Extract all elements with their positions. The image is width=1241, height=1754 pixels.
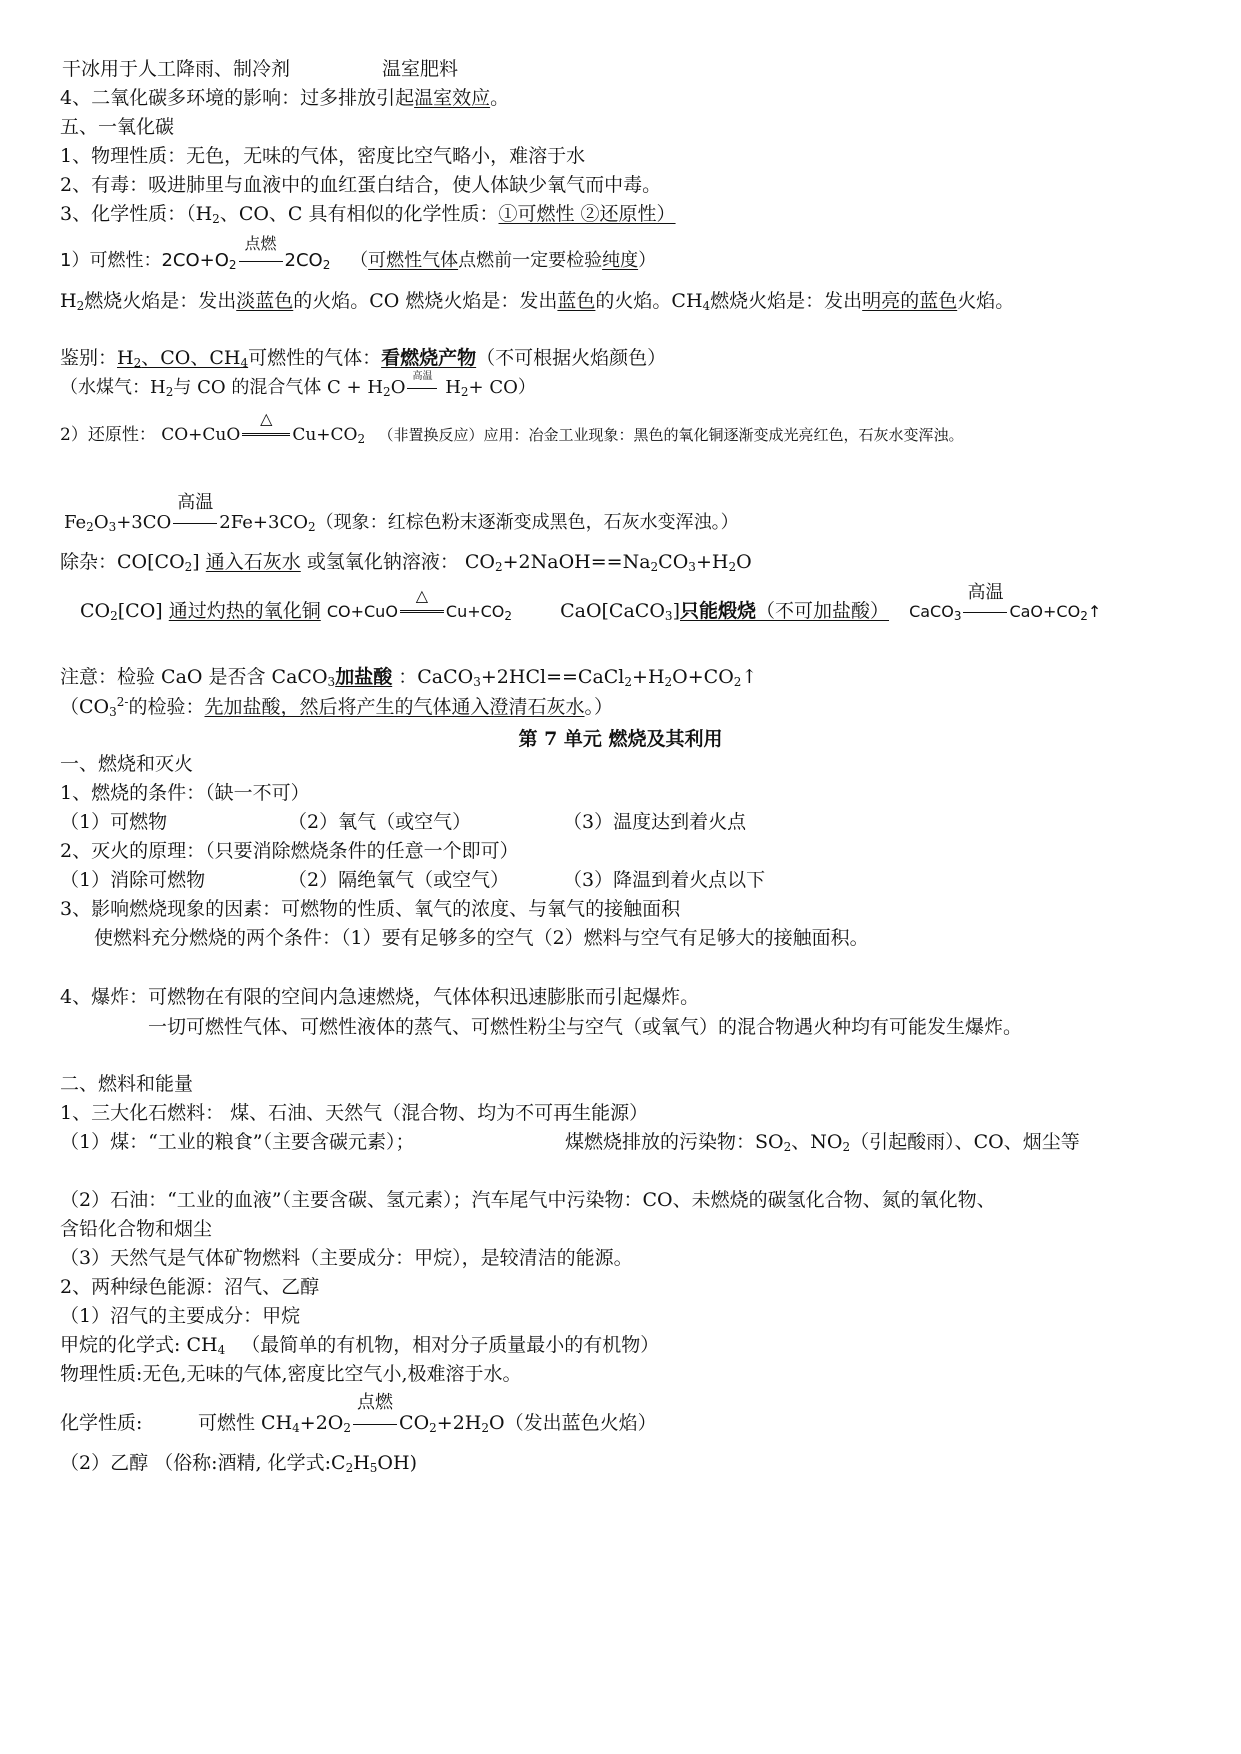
text: （3）温度达到着火点 <box>563 811 747 833</box>
text: 甲烷的化学式: CH <box>60 1334 218 1356</box>
chapter-title: 第 7 单元 燃烧及其利用 <box>518 728 723 750</box>
reaction-arrow <box>405 371 439 399</box>
subscript: 3 <box>327 675 336 689</box>
text: +2NaOH==Na <box>502 551 651 573</box>
text: O+CO <box>672 666 734 688</box>
text: H <box>353 1452 370 1474</box>
text: 干冰用于人工降雨、制冷剂 <box>62 58 291 80</box>
reaction-bar <box>353 1422 397 1425</box>
reaction-bar <box>239 259 283 262</box>
subscript: 2 <box>460 385 469 399</box>
text: （不可根据火焰颜色） <box>476 347 667 369</box>
text: ↑ <box>741 666 758 688</box>
equation-line <box>80 582 1102 623</box>
subscript: 2 <box>307 520 316 534</box>
reaction-bar <box>407 386 437 389</box>
text-line: 含铅化合物和烟尘 <box>60 1218 213 1240</box>
subscript: 2 <box>228 258 237 272</box>
subscript: 2 <box>481 1421 490 1435</box>
underlined-term: 加盐酸 <box>335 666 393 688</box>
text: 2Fe+3CO <box>219 512 308 533</box>
text: （最简单的有机物，相对分子质量最小的有机物） <box>241 1334 660 1356</box>
subscript: 2 <box>494 560 503 574</box>
subscript: 2 <box>504 609 513 623</box>
text: （现象：红棕色粉末逐渐变成黑色，石灰水变浑浊。） <box>315 512 739 533</box>
text-line: （3）天然气是气体矿物燃料（主要成分：甲烷），是较清洁的能源。 <box>60 1247 633 1269</box>
underlined-term: 通过灼热的氧化铜 <box>168 600 321 622</box>
text: 燃烧火焰是：发出 <box>84 290 237 312</box>
reaction-condition: △ <box>260 409 273 428</box>
text: 可燃性 CH <box>198 1412 293 1434</box>
text-line <box>60 203 676 226</box>
text: Cu+CO <box>445 602 505 621</box>
reaction-arrow <box>351 1392 399 1435</box>
text-line: 1、物理性质：无色，无味的气体，密度比空气略小，难溶于水 <box>60 145 586 167</box>
reaction-condition: △ <box>415 586 429 605</box>
reaction-arrow <box>240 409 292 445</box>
subscript: 4 <box>240 356 249 370</box>
text: H <box>60 290 77 312</box>
subscript: 5 <box>369 1461 378 1475</box>
reaction-condition: 高温 <box>967 582 1004 603</box>
text: CaO[CaCO <box>560 600 665 622</box>
text: O <box>736 551 752 573</box>
text-line: （1）沼气的主要成分：甲烷 <box>60 1305 301 1327</box>
text-line <box>60 551 752 574</box>
text: +2O <box>299 1412 344 1434</box>
underlined-term: 淡蓝色 <box>236 290 294 312</box>
text: （引起酸雨）、CO、烟尘等 <box>850 1131 1080 1153</box>
text: 的火焰。CH <box>595 290 703 312</box>
text: +H <box>632 666 665 688</box>
text-line <box>60 1334 659 1357</box>
text-line: 物理性质:无色,无味的气体,密度比空气小,极难溶于水。 <box>60 1363 522 1385</box>
underlined-term: 只能煅烧 <box>679 600 756 622</box>
underlined-term: 温室效应 <box>414 87 491 109</box>
superscript: 2- <box>116 695 129 709</box>
text: ↑ <box>1087 602 1102 621</box>
subscript: 2 <box>322 258 331 272</box>
subscript: 2 <box>842 1140 851 1154</box>
text: +H <box>695 551 729 573</box>
equation <box>909 582 1102 623</box>
subscript: 2 <box>86 520 94 534</box>
text: 、CO、C 具有相似的化学性质： <box>219 203 499 225</box>
text-line <box>60 695 613 719</box>
subscript: 2 <box>429 1421 437 1435</box>
reaction-bar <box>173 521 217 524</box>
subscript: 2 <box>110 609 118 623</box>
text: OH) <box>377 1452 417 1474</box>
text-line <box>60 869 765 892</box>
text: H <box>445 377 461 398</box>
subscript: 2 <box>165 385 174 399</box>
text: ] <box>672 600 680 622</box>
text: O <box>93 512 109 533</box>
text: 温室肥料 <box>382 58 459 80</box>
subscript: 2 <box>343 1421 352 1435</box>
subscript: 2 <box>783 1140 792 1154</box>
text: 2）还原性： CO+CuO <box>60 425 241 445</box>
text-line <box>60 1131 1080 1154</box>
text: （CO <box>60 696 110 718</box>
subscript: 2 <box>133 356 142 370</box>
underlined-term: 纯度 <box>602 250 639 271</box>
underlined-term: 可燃性气体 <box>368 250 459 271</box>
underlined-term: （不可加盐酸） <box>756 600 890 622</box>
text: 的检验： <box>128 696 205 718</box>
text: Fe <box>64 512 87 533</box>
subscript: 4 <box>292 1421 300 1435</box>
text: （非置换反应）应用：冶金工业现象：黑色的氧化铜逐渐变成光亮红色，石灰水变浑浊。 <box>378 426 964 444</box>
text: 。 <box>490 87 510 109</box>
text: （2）乙醇 （俗称:酒精, 化学式:C <box>60 1452 346 1474</box>
underlined-term <box>117 347 248 369</box>
text: （1）消除可燃物 <box>60 869 206 891</box>
text: 。） <box>584 696 614 718</box>
text: O（发出蓝色火焰） <box>489 1412 657 1434</box>
text: 点燃前一定要检验 <box>458 250 603 271</box>
underlined-term: 看燃烧产物 <box>381 347 477 369</box>
equation-line <box>60 234 657 272</box>
subscript: 3 <box>473 675 481 689</box>
reaction-condition: 点燃 <box>357 1392 394 1413</box>
text: 4、二氧化碳多环境的影响：过多排放引起 <box>60 87 415 109</box>
section-heading: 一、燃烧和灭火 <box>60 753 194 775</box>
text: O <box>390 377 406 398</box>
text-line <box>60 811 746 834</box>
underlined-term: 明亮的蓝色 <box>862 290 958 312</box>
equation-line <box>60 409 964 446</box>
text: 鉴别： <box>60 347 118 369</box>
subscript: 4 <box>702 299 711 313</box>
text: 1）可燃性：2CO+O <box>60 250 229 271</box>
section-heading: 二、燃料和能量 <box>60 1073 194 1095</box>
text: 化学性质: <box>60 1412 143 1434</box>
text: （1）可燃物 <box>60 811 168 833</box>
text: + CO） <box>468 377 536 398</box>
text-line <box>60 290 1014 313</box>
text: H <box>117 347 134 369</box>
text: CaO+CO <box>1009 602 1081 621</box>
text-line: 2、灭火的原理：（只要消除燃烧条件的任意一个即可） <box>60 840 519 862</box>
text: （ <box>350 250 369 271</box>
text-line <box>60 1452 417 1475</box>
text-line <box>60 87 509 110</box>
text: +2H <box>436 1412 482 1434</box>
subscript: 4 <box>217 1343 226 1357</box>
underlined-term: ①可燃性 ②还原性） <box>498 203 676 225</box>
reaction-bar <box>963 610 1007 613</box>
equation-line <box>64 492 739 534</box>
reaction-arrow <box>171 492 219 534</box>
text-line: 一切可燃性气体、可燃性液体的蒸气、可燃性粉尘与空气（或氧气）的混合物遇火种均有可能发生爆炸。 <box>148 1016 1023 1038</box>
text: 、CO、CH <box>141 347 241 369</box>
equation-line <box>60 1392 657 1435</box>
text: ） <box>638 250 657 271</box>
underlined-term: 通入石灰水 <box>205 551 301 573</box>
text: （1）煤：“工业的粮食”（主要含碳元素）； <box>60 1131 415 1153</box>
subscript: 2 <box>345 1461 354 1475</box>
text: CO <box>658 551 689 573</box>
subscript: 2 <box>357 432 366 446</box>
text: （水煤气：H <box>60 377 166 398</box>
text: CO <box>80 600 111 622</box>
reaction-bar <box>242 431 290 436</box>
text: CO+CuO <box>326 602 398 621</box>
subscript: 2 <box>383 385 391 399</box>
text-line <box>62 58 458 81</box>
subscript: 3 <box>108 520 117 534</box>
text-line: 1、三大化石燃料： 煤、石油、天然气（混合物、均为不可再生能源） <box>60 1102 649 1124</box>
subscript: 3 <box>688 560 696 574</box>
text: 注意：检验 CaO 是否含 CaCO <box>60 666 328 688</box>
reaction-condition: 高温 <box>412 371 433 382</box>
underlined-term: 蓝色 <box>557 290 596 312</box>
text-line <box>60 666 757 689</box>
text: （3）降温到着火点以下 <box>563 869 766 891</box>
text-line: 4、爆炸：可燃物在有限的空间内急速燃烧，气体体积迅速膨胀而引起爆炸。 <box>60 986 700 1008</box>
subscript: 2 <box>212 212 220 226</box>
text: CaCO <box>909 602 954 621</box>
subscript: 2 <box>728 560 737 574</box>
text: 火焰。 <box>957 290 1015 312</box>
text: ] <box>192 551 200 573</box>
text-line <box>60 371 536 399</box>
subscript: 3 <box>109 705 117 719</box>
subscript: 2 <box>733 675 742 689</box>
reaction-arrow <box>398 586 446 621</box>
text: （2）氧气（或空气） <box>288 811 472 833</box>
text-line <box>60 347 666 370</box>
text: +3CO <box>116 512 172 533</box>
text: 与 CO 的混合气体 C + H <box>173 377 384 398</box>
text: Cu+CO <box>292 425 358 445</box>
text: +2HCl==CaCl <box>480 666 625 688</box>
text: 2CO <box>284 250 323 271</box>
text: 燃烧火焰是：发出 <box>710 290 863 312</box>
text-line: 使燃料充分燃烧的两个条件：（1）要有足够多的空气（2）燃料与空气有足够大的接触面积。 <box>94 927 869 949</box>
underlined-term: 先加盐酸，然后将产生的气体通入澄清石灰水 <box>204 696 585 718</box>
section-heading: 五、一氧化碳 <box>60 116 175 138</box>
text: 除杂：CO[CO <box>60 551 185 573</box>
text: （2）隔绝氧气（或空气） <box>288 869 510 891</box>
subscript: 2 <box>624 675 633 689</box>
subscript: 2 <box>650 560 659 574</box>
reaction-condition: 高温 <box>177 492 214 513</box>
reaction-bar <box>400 608 444 613</box>
subscript: 3 <box>664 609 673 623</box>
subscript: 2 <box>664 675 673 689</box>
text: 煤燃烧排放的污染物：SO <box>565 1131 784 1153</box>
text-line: 3、影响燃烧现象的因素：可燃物的性质、氧气的浓度、与氧气的接触面积 <box>60 898 681 920</box>
reaction-arrow <box>961 582 1009 621</box>
text: 或氢氧化钠溶液： CO <box>306 551 495 573</box>
subscript: 2 <box>76 299 85 313</box>
text: [CO] <box>117 600 163 622</box>
text-line: 1、燃烧的条件：（缺一不可） <box>60 782 310 804</box>
text-line: 2、有毒：吸进肺里与血液中的血红蛋白结合，使人体缺少氧气而中毒。 <box>60 174 662 196</box>
subscript: 3 <box>953 609 962 623</box>
text: 的火焰。CO 燃烧火焰是：发出 <box>293 290 558 312</box>
text-line: 2、两种绿色能源：沼气、乙醇 <box>60 1276 320 1298</box>
equation <box>326 586 513 623</box>
text-line: （2）石油：“工业的血液”（主要含碳、氢元素）；汽车尾气中污染物：CO、未燃烧的碳氢化合物、氮的氧化物、 <box>60 1189 996 1211</box>
text: 可燃性的气体： <box>248 347 382 369</box>
text: CO <box>399 1412 430 1434</box>
text: ：CaCO <box>398 666 474 688</box>
text: 3、化学性质：（H <box>60 203 213 225</box>
reaction-arrow <box>237 234 285 272</box>
text: 、NO <box>791 1131 843 1153</box>
reaction-condition: 点燃 <box>244 234 277 253</box>
subscript: 2 <box>1080 609 1088 623</box>
subscript: 2 <box>184 560 193 574</box>
